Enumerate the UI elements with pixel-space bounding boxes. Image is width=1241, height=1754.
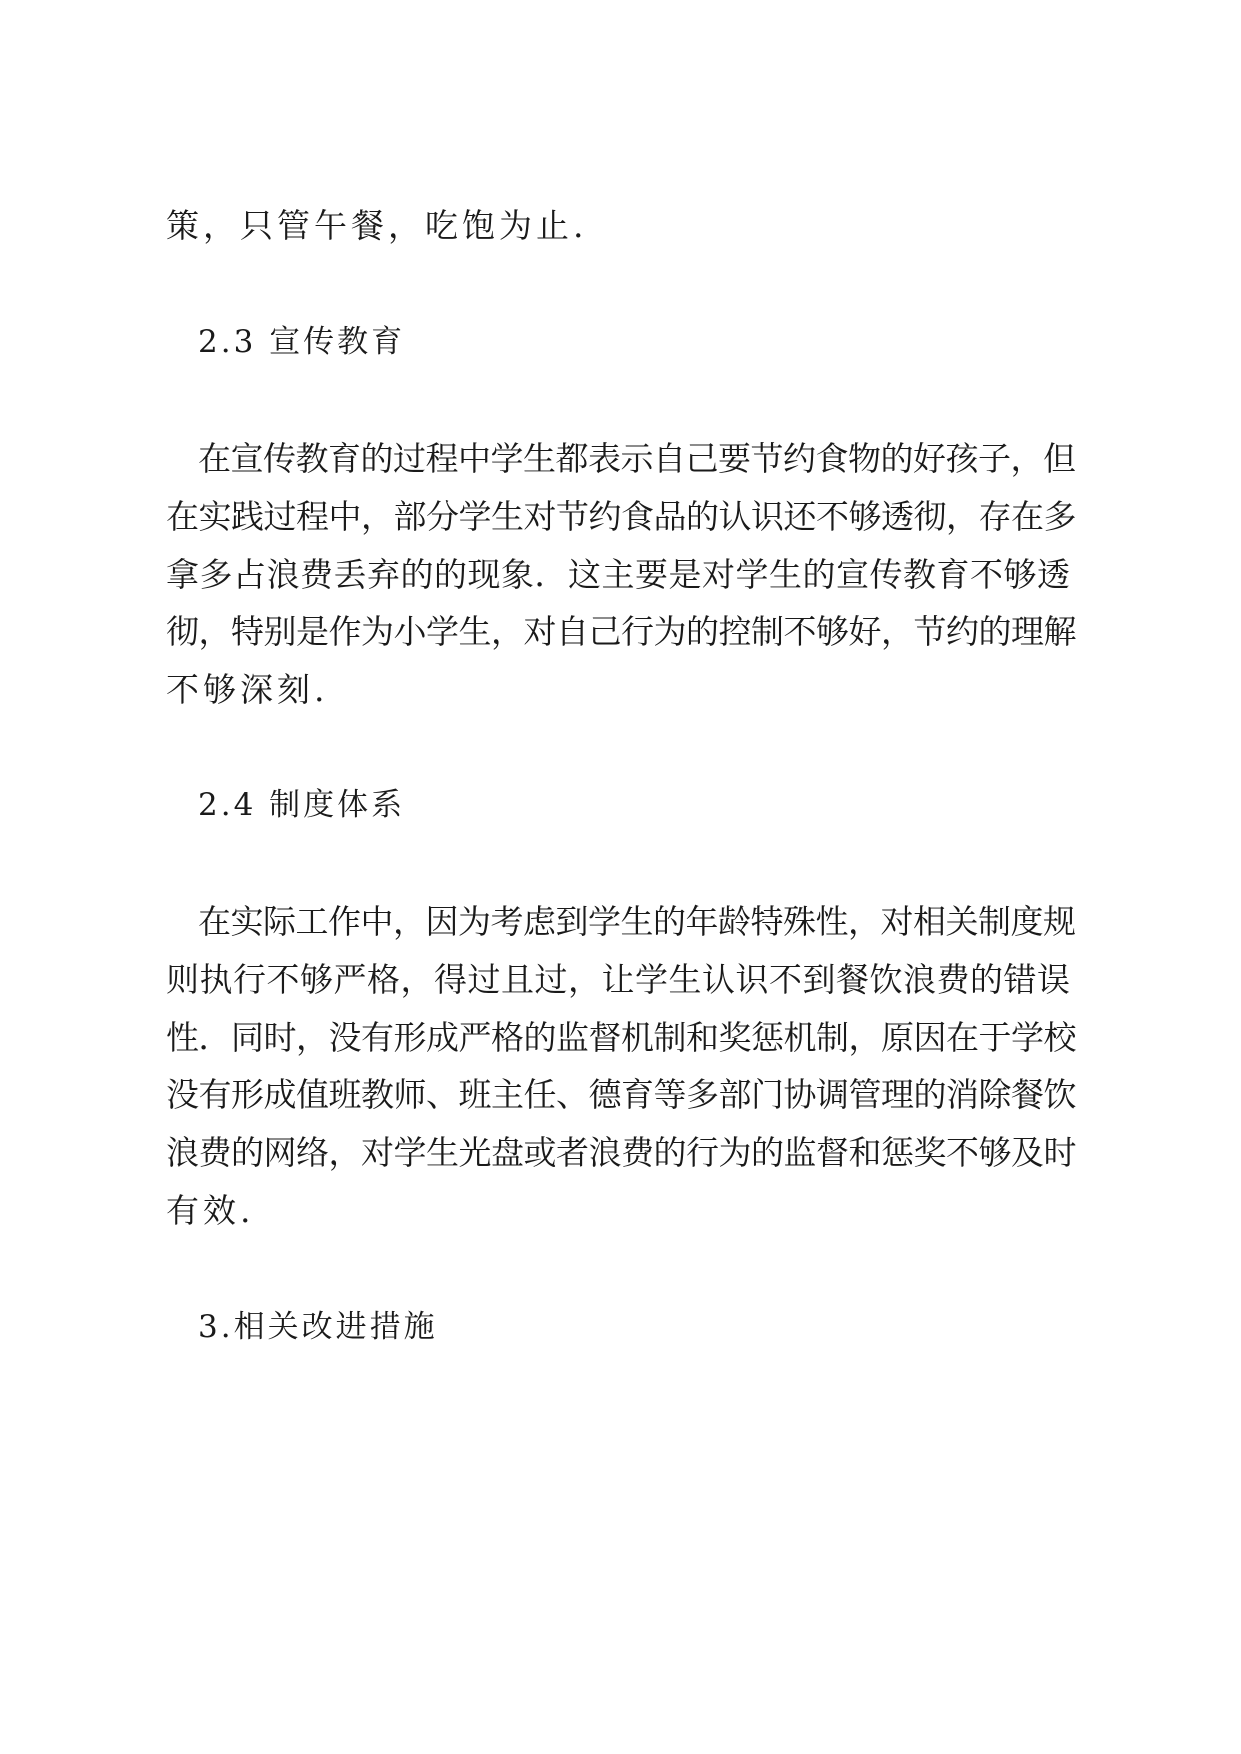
section-2-4-line-3: 性．同时，没有形成严格的监督机制和奖惩机制，原因在于学校 [166,1018,1076,1057]
heading-2-3: 2.3 宣传教育 [198,324,406,360]
heading-2-4: 2.4 制度体系 [198,787,406,823]
heading-3: 3.相关改进措施 [198,1309,438,1345]
section-2-3-line-4: 彻，特别是作为小学生，对自己行为的控制不够好，节约的理解 [166,612,1076,651]
section-2-4-line-6: 有效. [166,1191,255,1230]
section-2-4-line-4: 没有形成值班教师、班主任、德育等多部门协调管理的消除餐饮 [166,1075,1076,1114]
section-2-3-line-5: 不够深刻. [166,670,329,709]
section-2-3-line-3: 拿多占浪费丢弃的的现象．这主要是对学生的宣传教育不够透 [166,555,1071,594]
continuation-line-1: 策，只管午餐，吃饱为止. [166,206,588,245]
section-2-4-line-2: 则执行不够严格，得过且过，让学生认识不到餐饮浪费的错误 [166,960,1071,999]
section-2-3-line-1: 在宣传教育的过程中学生都表示自己要节约食物的好孩子，但 [198,439,1076,478]
section-2-4-line-5: 浪费的网络，对学生光盘或者浪费的行为的监督和惩奖不够及时 [166,1133,1076,1172]
section-2-3-line-2: 在实践过程中，部分学生对节约食品的认识还不够透彻，存在多 [166,497,1076,536]
section-2-4-line-1: 在实际工作中，因为考虑到学生的年龄特殊性，对相关制度规 [198,902,1076,941]
